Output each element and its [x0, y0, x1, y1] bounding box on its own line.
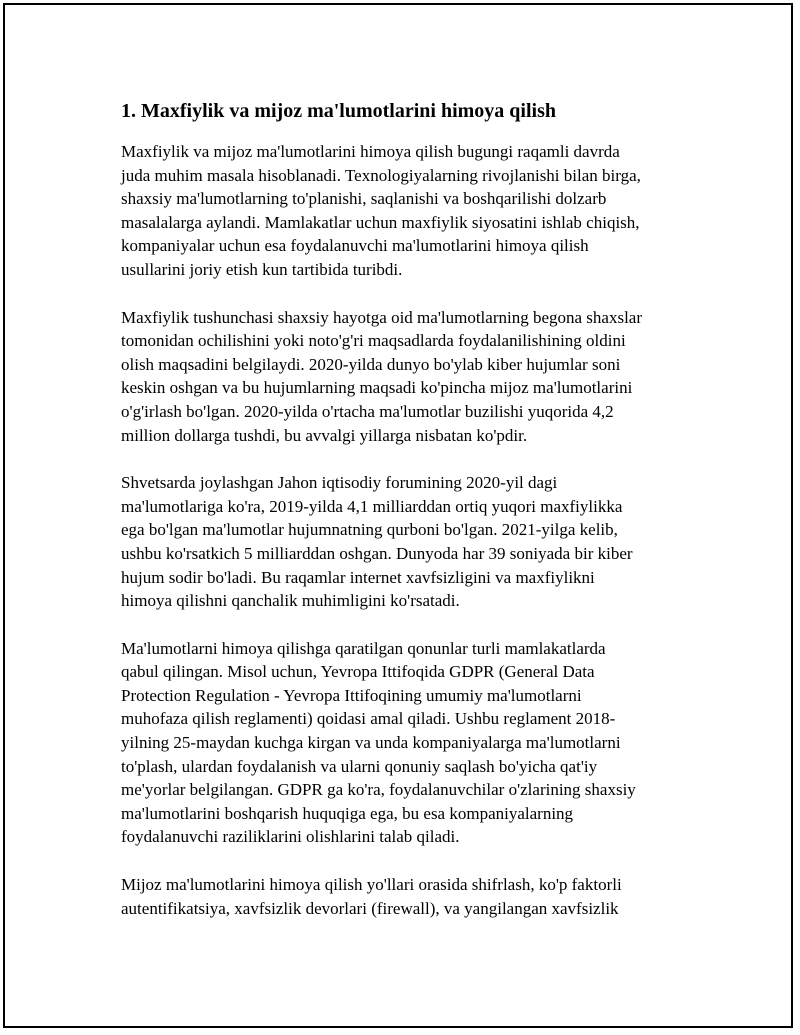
text-line: ushbu ko'rsatkich 5 milliarddan oshgan. Dunyoda har 39 soniyada bir kiber — [121, 543, 633, 563]
text-line: o'g'irlash bo'lgan. 2020-yilda o'rtacha ma'lumotlar buzilishi yuqorida 4,2 — [121, 401, 614, 421]
text-line: Maxfiylik va mijoz ma'lumotlarini himoya qilish bugungi raqamli davrda — [121, 142, 620, 161]
text-line: Maxfiylik tushunchasi shaxsiy hayotga oid ma'lumotlarning begona shaxslar — [121, 307, 642, 327]
text-line: masalalarga aylandi. Mamlakatlar uchun maxfiylik siyosatini ishlab chiqish, — [121, 212, 640, 232]
text-line: himoya qilishni qanchalik muhimligini ko'rsatadi. — [121, 591, 460, 611]
section-heading: 1. Maxfiylik va mijoz ma'lumotlarini himoya qilish — [121, 100, 557, 122]
text-line: to'plash, ulardan foydalanish va ularni qonuniy saqlash bo'yicha qat'iy — [121, 756, 598, 776]
text-line: tomonidan ochilishini yoki noto'g'ri maqsadlarda foydalanilishining oldini — [121, 331, 626, 351]
text-line: juda muhim masala hisoblanadi. Texnologiyalarning rivojlanishi bilan birga, — [121, 165, 641, 185]
text-line: shaxsiy ma'lumotlarning to'planishi, saqlanishi va boshqarilishi dolzarb — [121, 189, 607, 209]
text-line: foydalanuvchi raziliklarini olishlarini talab qiladi. — [121, 827, 460, 847]
text-line: kompaniyalar uchun esa foydalanuvchi ma'lumotlarini himoya qilish — [121, 236, 589, 256]
text-line: ma'lumotlarini boshqarish huquqiga ega, bu esa kompaniyalarning — [121, 803, 574, 823]
paragraph-3 — [121, 471, 701, 613]
text-line: autentifikatsiya, xavfsizlik devorlari (firewall), va yangilangan xavfsizlik — [121, 898, 619, 918]
text-line: usullarini joriy etish kun tartibida turibdi. — [121, 259, 403, 279]
document-page — [3, 3, 793, 1028]
text-line: yilning 25-maydan kuchga kirgan va unda kompaniyalarga ma'lumotlarni — [121, 733, 621, 753]
paragraph-2 — [121, 306, 701, 448]
text-line: Ma'lumotlarni himoya qilishga qaratilgan qonunlar turli mamlakatlarda — [121, 638, 606, 658]
text-line: ma'lumotlariga ko'ra, 2019-yilda 4,1 milliarddan ortiq yuqori maxfiylikka — [121, 496, 623, 516]
paragraph-1 — [121, 140, 701, 282]
document-body — [121, 97, 701, 944]
text-line: muhofaza qilish reglamenti) qoidasi amal qiladi. Ushbu reglament 2018- — [121, 709, 616, 729]
text-line: ega bo'lgan ma'lumotlar hujumnatning qurboni bo'lgan. 2021-yilga kelib, — [121, 520, 618, 540]
text-line: hujum sodir bo'ladi. Bu raqamlar internet xavfsizligini va maxfiylikni — [121, 567, 595, 587]
paragraph-5 — [121, 873, 701, 920]
text-line: Shvetsarda joylashgan Jahon iqtisodiy forumining 2020-yil dagi — [121, 473, 558, 493]
text-line: olish maqsadini belgilaydi. 2020-yilda dunyo bo'ylab kiber hujumlar soni — [121, 354, 621, 374]
text-line: me'yorlar belgilangan. GDPR ga ko'ra, foydalanuvchilar o'zlarining shaxsiy — [121, 780, 636, 800]
text-line: Protection Regulation - Yevropa Ittifoqining umumiy ma'lumotlarni — [121, 685, 582, 705]
paragraph-4 — [121, 637, 701, 849]
text-line: million dollarga tushdi, bu avvalgi yillarga nisbatan ko'pdir. — [121, 425, 528, 445]
text-line: keskin oshgan va bu hujumlarning maqsadi ko'pincha mijoz ma'lumotlarini — [121, 378, 633, 398]
text-line: qabul qilingan. Misol uchun, Yevropa Ittifoqida GDPR (General Data — [121, 662, 595, 682]
text-line: Mijoz ma'lumotlarini himoya qilish yo'llari orasida shifrlash, ko'p faktorli — [121, 875, 622, 895]
